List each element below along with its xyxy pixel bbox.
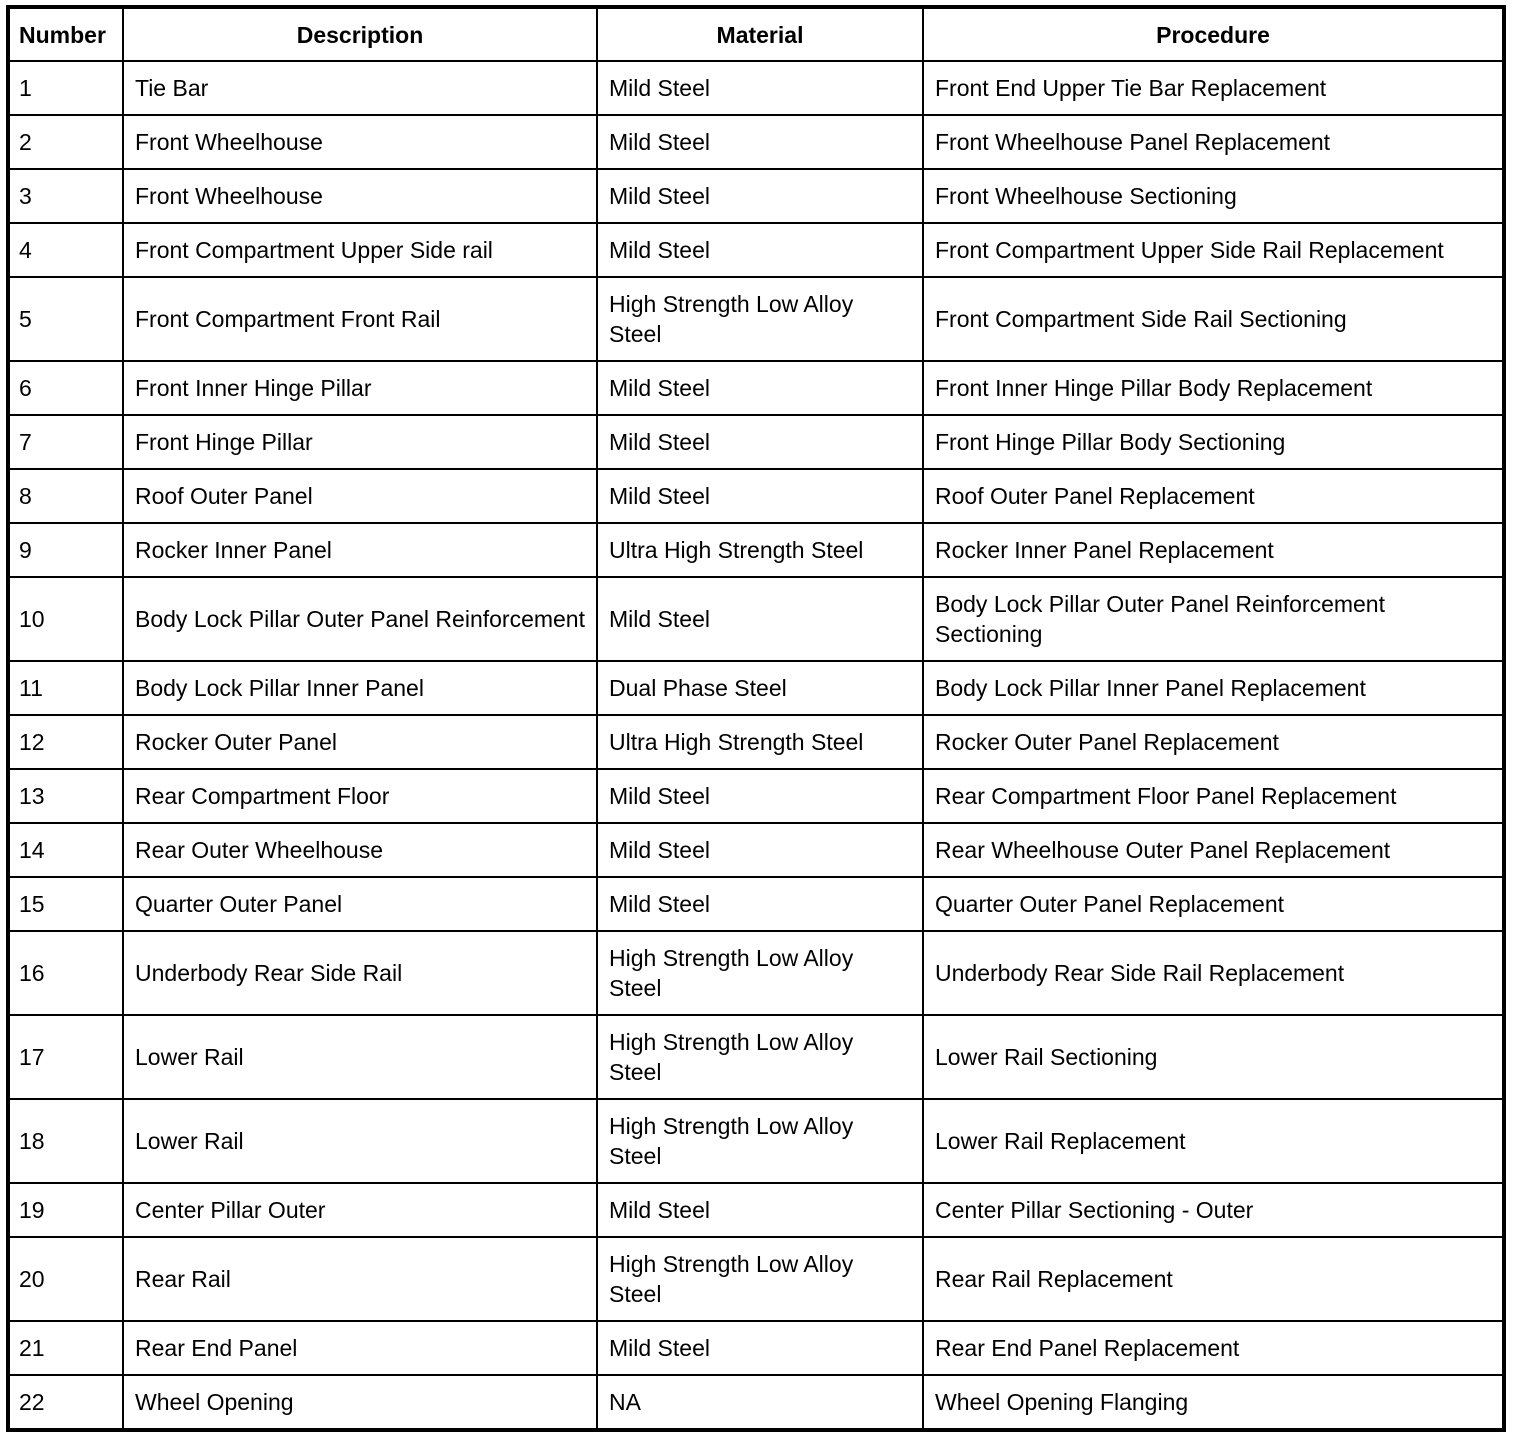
cell-description: Body Lock Pillar Inner Panel bbox=[123, 661, 597, 715]
parts-table bbox=[6, 5, 1506, 1432]
cell-material: High Strength Low Alloy Steel bbox=[597, 277, 923, 361]
cell-procedure: Roof Outer Panel Replacement bbox=[923, 469, 1504, 523]
cell-procedure: Lower Rail Sectioning bbox=[923, 1015, 1504, 1099]
column-header-material: Material bbox=[597, 7, 923, 61]
cell-material: Mild Steel bbox=[597, 115, 923, 169]
table-row bbox=[8, 469, 1504, 523]
table-row bbox=[8, 823, 1504, 877]
cell-procedure: Wheel Opening Flanging bbox=[923, 1375, 1504, 1430]
cell-procedure: Rear Compartment Floor Panel Replacement bbox=[923, 769, 1504, 823]
cell-description: Lower Rail bbox=[123, 1099, 597, 1183]
cell-number: 17 bbox=[8, 1015, 123, 1099]
cell-procedure: Body Lock Pillar Outer Panel Reinforcement Sectioning bbox=[923, 577, 1504, 661]
table-row bbox=[8, 715, 1504, 769]
cell-description: Front Compartment Upper Side rail bbox=[123, 223, 597, 277]
cell-description: Front Wheelhouse bbox=[123, 115, 597, 169]
table-body bbox=[8, 61, 1504, 1430]
cell-number: 6 bbox=[8, 361, 123, 415]
cell-procedure: Front Compartment Side Rail Sectioning bbox=[923, 277, 1504, 361]
table-row bbox=[8, 931, 1504, 1015]
cell-description: Lower Rail bbox=[123, 1015, 597, 1099]
table-row bbox=[8, 415, 1504, 469]
cell-number: 14 bbox=[8, 823, 123, 877]
cell-material: High Strength Low Alloy Steel bbox=[597, 1237, 923, 1321]
cell-number: 19 bbox=[8, 1183, 123, 1237]
cell-material: High Strength Low Alloy Steel bbox=[597, 1015, 923, 1099]
cell-number: 18 bbox=[8, 1099, 123, 1183]
cell-description: Wheel Opening bbox=[123, 1375, 597, 1430]
cell-description: Front Inner Hinge Pillar bbox=[123, 361, 597, 415]
cell-number: 20 bbox=[8, 1237, 123, 1321]
cell-number: 3 bbox=[8, 169, 123, 223]
column-header-procedure: Procedure bbox=[923, 7, 1504, 61]
cell-material: Ultra High Strength Steel bbox=[597, 523, 923, 577]
cell-description: Front Compartment Front Rail bbox=[123, 277, 597, 361]
cell-number: 4 bbox=[8, 223, 123, 277]
cell-procedure: Underbody Rear Side Rail Replacement bbox=[923, 931, 1504, 1015]
cell-procedure: Rear End Panel Replacement bbox=[923, 1321, 1504, 1375]
cell-procedure: Front Hinge Pillar Body Sectioning bbox=[923, 415, 1504, 469]
cell-description: Center Pillar Outer bbox=[123, 1183, 597, 1237]
cell-number: 7 bbox=[8, 415, 123, 469]
table-row bbox=[8, 661, 1504, 715]
cell-material: Mild Steel bbox=[597, 469, 923, 523]
cell-number: 8 bbox=[8, 469, 123, 523]
cell-material: Mild Steel bbox=[597, 577, 923, 661]
cell-description: Rocker Outer Panel bbox=[123, 715, 597, 769]
cell-material: Mild Steel bbox=[597, 1321, 923, 1375]
cell-procedure: Front Wheelhouse Panel Replacement bbox=[923, 115, 1504, 169]
cell-procedure: Lower Rail Replacement bbox=[923, 1099, 1504, 1183]
cell-procedure: Rear Wheelhouse Outer Panel Replacement bbox=[923, 823, 1504, 877]
cell-description: Quarter Outer Panel bbox=[123, 877, 597, 931]
cell-material: Mild Steel bbox=[597, 877, 923, 931]
cell-number: 2 bbox=[8, 115, 123, 169]
column-header-number: Number bbox=[8, 7, 123, 61]
cell-number: 21 bbox=[8, 1321, 123, 1375]
table-row bbox=[8, 769, 1504, 823]
cell-procedure: Body Lock Pillar Inner Panel Replacement bbox=[923, 661, 1504, 715]
cell-material: High Strength Low Alloy Steel bbox=[597, 931, 923, 1015]
table-row bbox=[8, 1183, 1504, 1237]
cell-number: 13 bbox=[8, 769, 123, 823]
cell-material: Dual Phase Steel bbox=[597, 661, 923, 715]
cell-number: 1 bbox=[8, 61, 123, 115]
cell-material: Mild Steel bbox=[597, 1183, 923, 1237]
cell-number: 11 bbox=[8, 661, 123, 715]
cell-material: Mild Steel bbox=[597, 61, 923, 115]
header-row bbox=[8, 7, 1504, 61]
cell-description: Rear End Panel bbox=[123, 1321, 597, 1375]
cell-procedure: Front Wheelhouse Sectioning bbox=[923, 169, 1504, 223]
cell-procedure: Rocker Outer Panel Replacement bbox=[923, 715, 1504, 769]
table-row bbox=[8, 61, 1504, 115]
cell-material: Mild Steel bbox=[597, 169, 923, 223]
cell-number: 5 bbox=[8, 277, 123, 361]
table-row bbox=[8, 577, 1504, 661]
cell-description: Tie Bar bbox=[123, 61, 597, 115]
cell-description: Rocker Inner Panel bbox=[123, 523, 597, 577]
cell-procedure: Front End Upper Tie Bar Replacement bbox=[923, 61, 1504, 115]
cell-number: 22 bbox=[8, 1375, 123, 1430]
cell-description: Body Lock Pillar Outer Panel Reinforcement bbox=[123, 577, 597, 661]
cell-material: Ultra High Strength Steel bbox=[597, 715, 923, 769]
table-row bbox=[8, 169, 1504, 223]
cell-description: Roof Outer Panel bbox=[123, 469, 597, 523]
cell-procedure: Front Inner Hinge Pillar Body Replacement bbox=[923, 361, 1504, 415]
table-row bbox=[8, 1321, 1504, 1375]
cell-description: Front Hinge Pillar bbox=[123, 415, 597, 469]
cell-procedure: Center Pillar Sectioning - Outer bbox=[923, 1183, 1504, 1237]
table-row bbox=[8, 277, 1504, 361]
cell-number: 9 bbox=[8, 523, 123, 577]
column-header-description: Description bbox=[123, 7, 597, 61]
cell-description: Rear Rail bbox=[123, 1237, 597, 1321]
cell-material: High Strength Low Alloy Steel bbox=[597, 1099, 923, 1183]
table-row bbox=[8, 877, 1504, 931]
cell-number: 10 bbox=[8, 577, 123, 661]
table-row bbox=[8, 1099, 1504, 1183]
table-row bbox=[8, 1237, 1504, 1321]
cell-description: Underbody Rear Side Rail bbox=[123, 931, 597, 1015]
table-row bbox=[8, 115, 1504, 169]
table-row bbox=[8, 223, 1504, 277]
cell-material: NA bbox=[597, 1375, 923, 1430]
cell-procedure: Quarter Outer Panel Replacement bbox=[923, 877, 1504, 931]
cell-material: Mild Steel bbox=[597, 769, 923, 823]
table-row bbox=[8, 1015, 1504, 1099]
cell-number: 15 bbox=[8, 877, 123, 931]
cell-description: Rear Compartment Floor bbox=[123, 769, 597, 823]
cell-procedure: Rear Rail Replacement bbox=[923, 1237, 1504, 1321]
cell-description: Front Wheelhouse bbox=[123, 169, 597, 223]
cell-description: Rear Outer Wheelhouse bbox=[123, 823, 597, 877]
cell-procedure: Rocker Inner Panel Replacement bbox=[923, 523, 1504, 577]
cell-material: Mild Steel bbox=[597, 823, 923, 877]
cell-procedure: Front Compartment Upper Side Rail Replacement bbox=[923, 223, 1504, 277]
cell-material: Mild Steel bbox=[597, 415, 923, 469]
cell-material: Mild Steel bbox=[597, 361, 923, 415]
cell-number: 12 bbox=[8, 715, 123, 769]
cell-number: 16 bbox=[8, 931, 123, 1015]
table-row bbox=[8, 361, 1504, 415]
cell-material: Mild Steel bbox=[597, 223, 923, 277]
table-row bbox=[8, 523, 1504, 577]
